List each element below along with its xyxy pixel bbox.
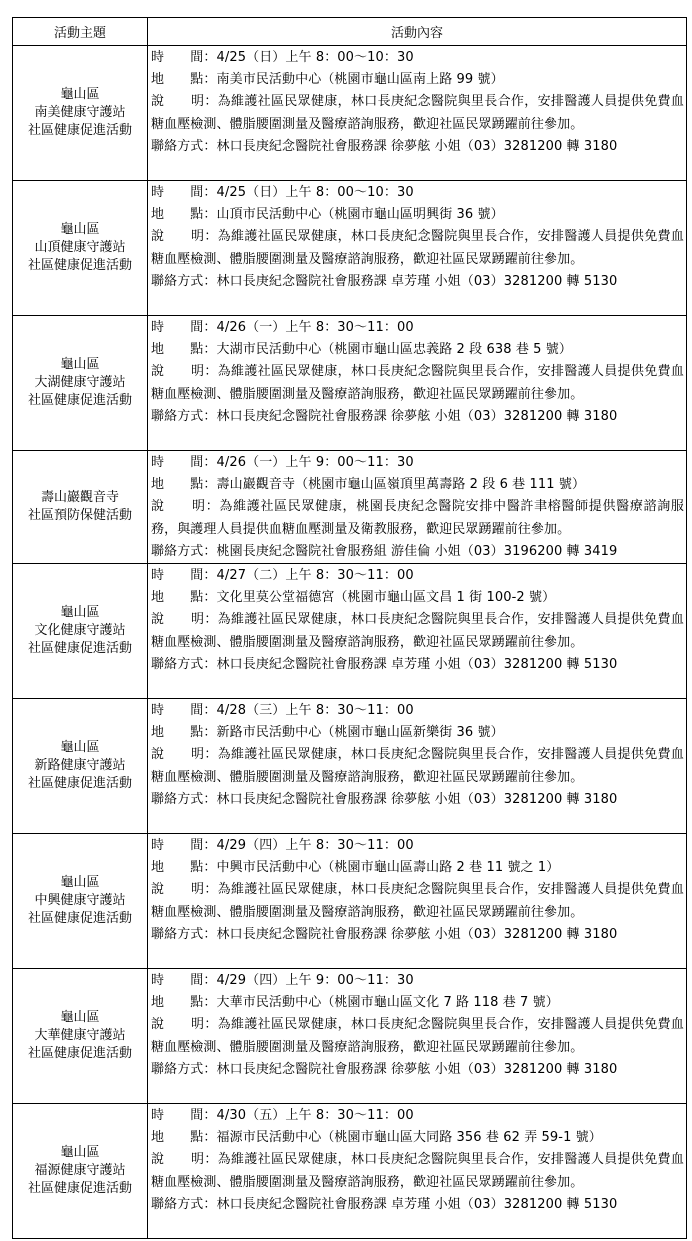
time-line-label: 時 間： xyxy=(151,185,217,200)
table-row xyxy=(13,564,687,699)
time-line-label: 時 間： xyxy=(151,838,217,854)
activity-content xyxy=(148,969,687,1104)
activity-topic xyxy=(13,1104,148,1239)
topic-line: 南美健康守護站 xyxy=(34,105,126,120)
place-line-label: 地 點： xyxy=(151,1130,217,1146)
topic-line: 龜山區 xyxy=(60,875,100,891)
time-line-label: 時 間： xyxy=(151,973,217,989)
topic-line: 社區健康促進活動 xyxy=(27,393,132,408)
topic-line: 社區健康促進活動 xyxy=(27,1181,132,1197)
place-line xyxy=(151,204,684,226)
topic-line: 龜山區 xyxy=(60,605,100,621)
topic-line: 文化健康守護站 xyxy=(34,623,126,639)
description-value: 為維護社區民眾健康，林口長庚紀念醫院與里長合作，安排醫護人員提供免費血糖血壓檢測、體脂腰圍測量及醫療諮詢服務，歡迎社區民眾踴躍前往參加。 xyxy=(151,882,684,920)
contact-line xyxy=(151,1194,684,1216)
description xyxy=(151,1014,684,1058)
activity-topic xyxy=(13,316,148,451)
place-line-label: 地 點： xyxy=(151,342,217,358)
time-line-label: 時 間： xyxy=(151,568,217,584)
topic-line: 龜山區 xyxy=(60,740,100,756)
time-line-value: 4/25（日）上午 8：00～10：30 xyxy=(216,50,414,65)
description-label: 說 明： xyxy=(151,1152,218,1168)
contact-line-label: 聯絡方式： xyxy=(151,543,217,559)
contact-line-label: 聯絡方式： xyxy=(151,408,217,424)
place-line-value: 南美市民活動中心（桃園市龜山區南上路 99 號） xyxy=(216,72,504,88)
contact-line-value: 林口長庚紀念醫院社會服務課 卓芳瑾 小姐（03）3281200 轉 5130 xyxy=(216,1196,618,1212)
activity-topic xyxy=(13,834,148,969)
activity-topic xyxy=(13,181,148,316)
contact-line-label: 聯絡方式： xyxy=(151,138,217,154)
time-line xyxy=(151,970,684,992)
table-row xyxy=(13,451,687,564)
place-line-label: 地 點： xyxy=(151,995,217,1011)
contact-line-label: 聯絡方式： xyxy=(151,1196,217,1212)
description-label: 說 明： xyxy=(151,882,218,898)
contact-line-value: 桃園長庚紀念醫院社會服務組 游佳倫 小姐（03）3196200 轉 3419 xyxy=(216,543,618,559)
place-line xyxy=(151,587,684,609)
description-value: 為維護社區民眾健康，桃園長庚紀念醫院安排中醫許聿榕醫師提供醫療諮詢服務，與護理人員提供血糖血壓測量及衛教服務，歡迎民眾踴躍前往參加。 xyxy=(151,499,684,537)
description-value: 為維護社區民眾健康，林口長庚紀念醫院與里長合作，安排醫護人員提供免費血糖血壓檢測、體脂腰圍測量及醫療諮詢服務，歡迎社區民眾踴躍前往參加。 xyxy=(151,747,684,785)
contact-line-label: 聯絡方式： xyxy=(151,1061,217,1077)
description xyxy=(151,91,684,135)
activity-content xyxy=(148,1104,687,1239)
contact-line xyxy=(151,271,684,293)
time-line-value: 4/28（三）上午 8：30～11：00 xyxy=(216,703,414,719)
place-line xyxy=(151,339,684,361)
place-line xyxy=(151,992,684,1014)
place-line-value: 大湖市民活動中心（桃園市龜山區忠義路 2 段 638 巷 5 號） xyxy=(216,342,572,358)
header-content: 活動內容 xyxy=(148,18,687,46)
description-value: 為維護社區民眾健康，林口長庚紀念醫院與里長合作，安排醫護人員提供免費血糖血壓檢測、體脂腰圍測量及醫療諮詢服務，歡迎社區民眾踴躍前往參加。 xyxy=(151,94,684,132)
description-label: 說 明： xyxy=(151,1017,218,1033)
description-label: 說 明： xyxy=(151,747,218,763)
contact-line xyxy=(151,541,684,563)
time-line xyxy=(151,700,684,722)
description xyxy=(151,879,684,923)
activity-content xyxy=(148,564,687,699)
description xyxy=(151,744,684,788)
activity-content xyxy=(148,181,687,316)
activity-content xyxy=(148,699,687,834)
activity-topic xyxy=(13,451,148,564)
topic-line: 社區健康促進活動 xyxy=(27,258,132,273)
time-line-label: 時 間： xyxy=(151,320,217,335)
time-line-value: 4/26（一）上午 8：30～11：00 xyxy=(216,320,414,335)
topic-line: 龜山區 xyxy=(60,1145,100,1161)
place-line-value: 福源市民活動中心（桃園市龜山區大同路 356 巷 62 弄 59-1 號） xyxy=(216,1130,602,1146)
time-line-label: 時 間： xyxy=(151,703,217,719)
contact-line-value: 林口長庚紀念醫院社會服務課 徐夢舷 小姐（03）3281200 轉 3180 xyxy=(216,138,618,154)
topic-line: 社區健康促進活動 xyxy=(27,776,132,792)
topic-line: 社區健康促進活動 xyxy=(27,911,132,927)
topic-line: 福源健康守護站 xyxy=(34,1163,126,1179)
description xyxy=(151,226,684,270)
activity-content xyxy=(148,46,687,181)
time-line-value: 4/27（二）上午 8：30～11：00 xyxy=(216,568,414,584)
time-line xyxy=(151,1105,684,1127)
header-topic: 活動主題 xyxy=(13,18,148,46)
time-line-value: 4/25（日）上午 8：00～10：30 xyxy=(216,185,414,200)
description-label: 說 明： xyxy=(151,94,218,110)
topic-line: 壽山巖觀音寺 xyxy=(40,490,119,505)
topic-line: 大湖健康守護站 xyxy=(34,375,126,390)
topic-line: 龜山區 xyxy=(60,87,100,102)
topic-line: 大華健康守護站 xyxy=(34,1028,126,1044)
place-line-value: 壽山巖觀音寺（桃園市龜山區嶺頂里萬壽路 2 段 6 巷 111 號） xyxy=(216,477,586,493)
time-line xyxy=(151,47,684,69)
description-label: 說 明： xyxy=(151,499,220,515)
place-line xyxy=(151,1127,684,1149)
activity-topic xyxy=(13,699,148,834)
topic-line: 社區健康促進活動 xyxy=(27,641,132,657)
contact-line xyxy=(151,654,684,676)
description xyxy=(151,1149,684,1193)
activity-topic xyxy=(13,46,148,181)
contact-line-value: 林口長庚紀念醫院社會服務課 徐夢舷 小姐（03）3281200 轉 3180 xyxy=(216,408,618,424)
time-line-label: 時 間： xyxy=(151,1108,217,1124)
activity-content xyxy=(148,316,687,451)
topic-line: 山頂健康守護站 xyxy=(34,240,126,255)
description-value: 為維護社區民眾健康，林口長庚紀念醫院與里長合作，安排醫護人員提供免費血糖血壓檢測、體脂腰圍測量及醫療諮詢服務，歡迎社區民眾踴躍前往參加。 xyxy=(151,1017,684,1055)
description-value: 為維護社區民眾健康，林口長庚紀念醫院與里長合作，安排醫護人員提供免費血糖血壓檢測、體脂腰圍測量及醫療諮詢服務，歡迎社區民眾踴躍前往參加。 xyxy=(151,612,684,650)
table-row xyxy=(13,181,687,316)
time-line xyxy=(151,317,684,339)
time-line-label: 時 間： xyxy=(151,455,217,470)
place-line-label: 地 點： xyxy=(151,860,217,876)
contact-line-value: 林口長庚紀念醫院社會服務課 徐夢舷 小姐（03）3281200 轉 3180 xyxy=(216,926,618,942)
place-line-label: 地 點： xyxy=(151,207,217,223)
contact-line-label: 聯絡方式： xyxy=(151,656,217,672)
topic-line: 新路健康守護站 xyxy=(34,758,126,774)
contact-line-value: 林口長庚紀念醫院社會服務課 徐夢舷 小姐（03）3281200 轉 3180 xyxy=(216,1061,618,1077)
activity-table xyxy=(12,17,687,1239)
activity-topic xyxy=(13,564,148,699)
time-line xyxy=(151,835,684,857)
time-line xyxy=(151,565,684,587)
contact-line xyxy=(151,136,684,158)
time-line-value: 4/30（五）上午 8：30～11：00 xyxy=(216,1108,414,1124)
place-line xyxy=(151,857,684,879)
description xyxy=(151,361,684,405)
contact-line-label: 聯絡方式： xyxy=(151,926,217,942)
place-line-value: 新路市民活動中心（桃園市龜山區新樂街 36 號） xyxy=(216,725,504,741)
topic-line: 龜山區 xyxy=(60,357,100,372)
place-line-value: 文化里莫公堂福德宮（桃園市龜山區文昌 1 街 100-2 號） xyxy=(216,590,556,606)
place-line-label: 地 點： xyxy=(151,725,217,741)
table-row xyxy=(13,969,687,1104)
contact-line xyxy=(151,789,684,811)
time-line xyxy=(151,452,684,474)
topic-line: 社區健康促進活動 xyxy=(27,123,132,138)
description xyxy=(151,609,684,653)
time-line-value: 4/29（四）上午 9：00～11：30 xyxy=(216,973,414,989)
description-value: 為維護社區民眾健康，林口長庚紀念醫院與里長合作，安排醫護人員提供免費血糖血壓檢測、體脂腰圍測量及醫療諮詢服務，歡迎社區民眾踴躍前往參加。 xyxy=(151,229,684,267)
place-line-label: 地 點： xyxy=(151,72,217,88)
topic-line: 中興健康守護站 xyxy=(34,893,126,909)
table-row xyxy=(13,316,687,451)
description-label: 說 明： xyxy=(151,364,218,380)
place-line xyxy=(151,474,684,496)
topic-line: 社區預防保健活動 xyxy=(27,508,132,523)
place-line xyxy=(151,722,684,744)
contact-line-value: 林口長庚紀念醫院社會服務課 卓芳瑾 小姐（03）3281200 轉 5130 xyxy=(216,656,618,672)
activity-topic xyxy=(13,969,148,1104)
place-line xyxy=(151,69,684,91)
description-value: 為維護社區民眾健康，林口長庚紀念醫院與里長合作，安排醫護人員提供免費血糖血壓檢測、體脂腰圍測量及醫療諮詢服務，歡迎社區民眾踴躍前往參加。 xyxy=(151,364,684,402)
contact-line xyxy=(151,924,684,946)
contact-line-label: 聯絡方式： xyxy=(151,791,217,807)
time-line-value: 4/29（四）上午 8：30～11：00 xyxy=(216,838,414,854)
place-line-label: 地 點： xyxy=(151,590,217,606)
place-line-value: 中興市民活動中心（桃園市龜山區壽山路 2 巷 11 號之 1） xyxy=(216,860,560,876)
time-line xyxy=(151,182,684,204)
activity-content xyxy=(148,451,687,564)
table-row xyxy=(13,834,687,969)
table-header-row xyxy=(13,18,687,46)
time-line-label: 時 間： xyxy=(151,50,217,65)
topic-line: 龜山區 xyxy=(60,222,100,237)
place-line-label: 地 點： xyxy=(151,477,217,493)
contact-line-value: 林口長庚紀念醫院社會服務課 卓芳瑾 小姐（03）3281200 轉 5130 xyxy=(216,273,618,289)
contact-line xyxy=(151,406,684,428)
place-line-value: 山頂市民活動中心（桃園市龜山區明興街 36 號） xyxy=(216,207,504,223)
description-value: 為維護社區民眾健康，林口長庚紀念醫院與里長合作，安排醫護人員提供免費血糖血壓檢測、體脂腰圍測量及醫療諮詢服務，歡迎社區民眾踴躍前往參加。 xyxy=(151,1152,684,1190)
place-line-value: 大華市民活動中心（桃園市龜山區文化 7 路 118 巷 7 號） xyxy=(216,995,559,1011)
description-label: 說 明： xyxy=(151,612,218,628)
contact-line-label: 聯絡方式： xyxy=(151,273,217,289)
activity-content xyxy=(148,834,687,969)
topic-line: 龜山區 xyxy=(60,1010,100,1026)
description xyxy=(151,496,684,540)
description-label: 說 明： xyxy=(151,229,218,245)
topic-line: 社區健康促進活動 xyxy=(27,1046,132,1062)
contact-line-value: 林口長庚紀念醫院社會服務課 徐夢舷 小姐（03）3281200 轉 3180 xyxy=(216,791,618,807)
table-row xyxy=(13,46,687,181)
contact-line xyxy=(151,1059,684,1081)
time-line-value: 4/26（一）上午 9：00～11：30 xyxy=(216,455,414,470)
table-row xyxy=(13,1104,687,1239)
table-row xyxy=(13,699,687,834)
